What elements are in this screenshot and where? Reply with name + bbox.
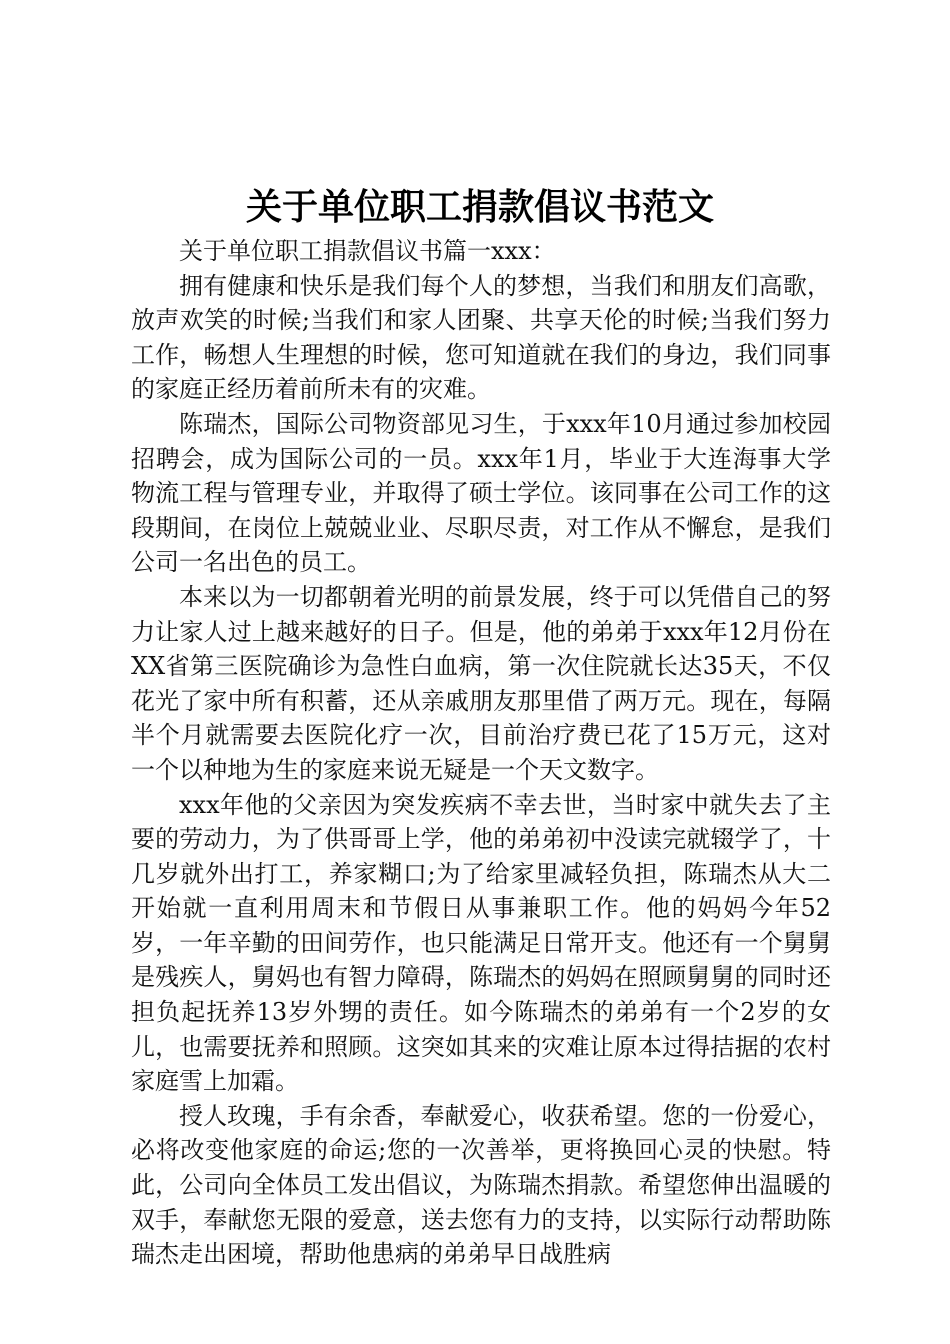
- document-body: [131, 234, 831, 1272]
- paragraph-salutation: 关于单位职工捐款倡议书篇一xxx：: [179, 237, 556, 265]
- document-title: 关于单位职工捐款倡议书范文: [245, 187, 714, 228]
- paragraph-appeal: 授人玫瑰，手有余香，奉献爱心，收获希望。您的一份爱心，必将改变他家庭的命运;您的一次善举，更将换回心灵的快慰。特此，公司向全体员工发出倡议，为陈瑞杰捐款。希望您伸出温暖的双手，奉献您无限的爱意，送去您有力的支持，以实际行动帮助陈瑞杰走出困境，帮助他患病的弟弟早日战胜病: [131, 1101, 831, 1269]
- paragraph-introduction: 拥有健康和快乐是我们每个人的梦想，当我们和朋友们高歌，放声欢笑的时候;当我们和家人团聚、共享天伦的时候;当我们努力工作，畅想人生理想的时候，您可知道就在我们的身边，我们同事的家庭正经历着前所未有的灾难。: [131, 271, 831, 404]
- paragraph-illness: 本来以为一切都朝着光明的前景发展，终于可以凭借自己的努力让家人过上越来越好的日子。但是，他的弟弟于xxx年12月份在XX省第三医院确诊为急性白血病，第一次住院就长达35天，不仅花光了家中所有积蓄，还从亲戚朋友那里借了两万元。现在，每隔半个月就需要去医院化疗一次，目前治疗费已花了15万元，这对一个以种地为生的家庭来说无疑是一个天文数字。: [131, 582, 831, 784]
- paragraph-colleague-profile: 陈瑞杰，国际公司物资部见习生，于xxx年10月通过参加校园招聘会，成为国际公司的一员。xxx年1月，毕业于大连海事大学物流工程与管理专业，并取得了硕士学位。该同事在公司工作的这段期间，在岗位上兢兢业业、尽职尽责，对工作从不懈怠，是我们公司一名出色的员工。: [131, 409, 831, 577]
- paragraph-family-situation: xxx年他的父亲因为突发疾病不幸去世，当时家中就失去了主要的劳动力，为了供哥哥上学，他的弟弟初中没读完就辍学了，十几岁就外出打工，养家糊口;为了给家里减轻负担，陈瑞杰从大二开始就一直利用周末和节假日从事兼职工作。他的妈妈今年52岁，一年辛勤的田间劳作，也只能满足日常开支。他还有一个舅舅是残疾人，舅妈也有智力障碍，陈瑞杰的妈妈在照顾舅舅的同时还担负起抚养13岁外甥的责任。如今陈瑞杰的弟弟有一个2岁的女儿，也需要抚养和照顾。这突如其来的灾难让原本过得拮据的农村家庭雪上加霜。: [131, 790, 831, 1096]
